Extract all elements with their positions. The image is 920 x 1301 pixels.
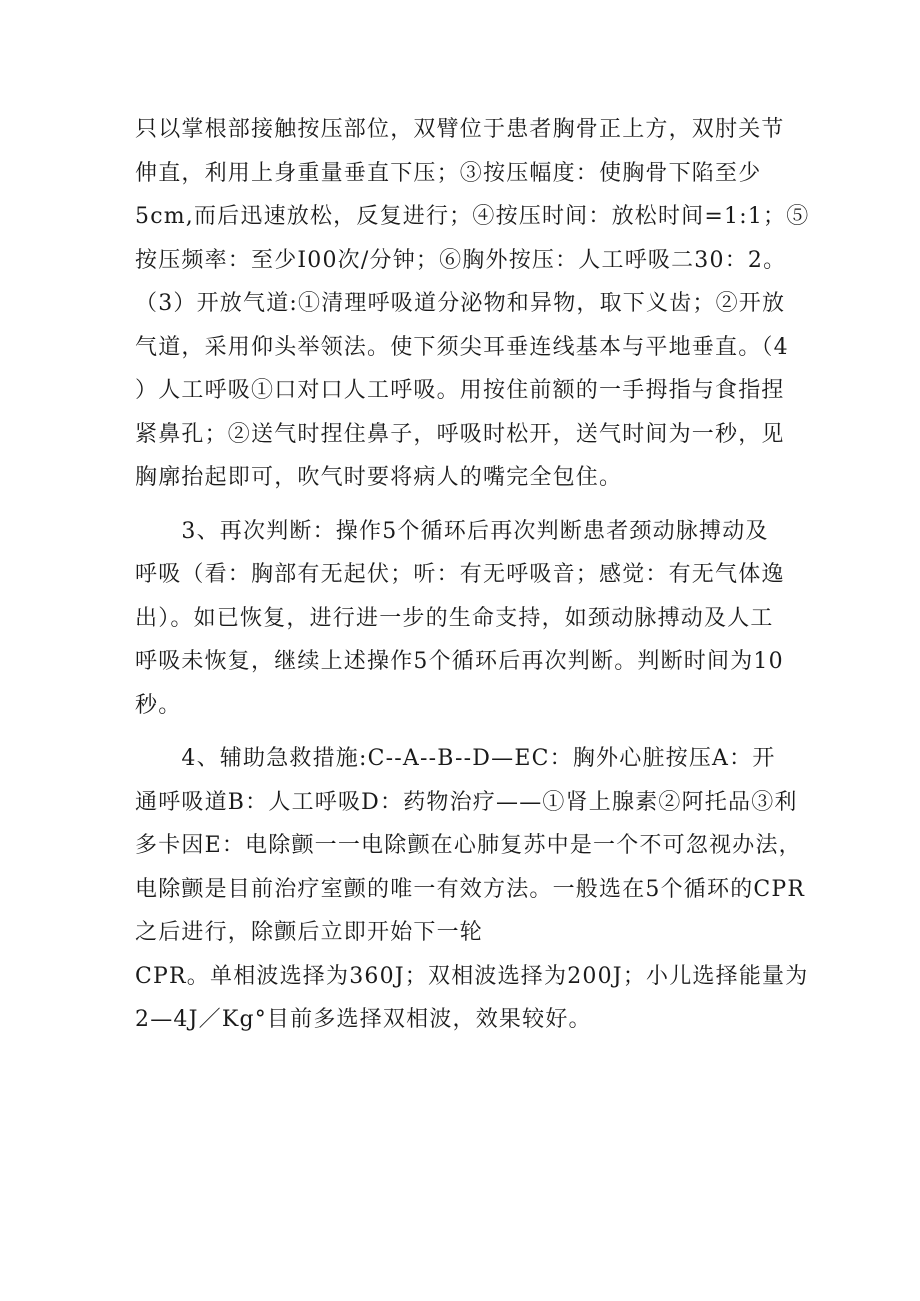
text-line: 只以掌根部接触按压部位，双臂位于患者胸骨正上方，双肘关节 xyxy=(135,117,785,142)
text-line: 胸廓抬起即可，吹气时要将病人的嘴完全包住。 xyxy=(135,465,623,490)
text-line: 气道，采用仰头举领法。使下须尖耳垂连线基本与平地垂直。（4 xyxy=(135,334,789,360)
text-line: 4、辅助急救措施:C--A--B--D—EC：胸外心脏按压A：开 xyxy=(135,746,776,771)
paragraph-reassessment xyxy=(135,510,805,728)
text-line: 按压频率：至少I00次/分钟；⑥胸外按压：人工呼吸二30：2。 xyxy=(135,247,787,273)
text-line: 呼吸未恢复，继续上述操作5个循环后再次判断。判断时间为10 xyxy=(135,649,784,674)
paragraph-auxiliary-measures xyxy=(135,737,809,1042)
text-line: 3、再次判断：操作5个循环后再次判断患者颈动脉搏动及 xyxy=(135,518,769,544)
text-line: 之后进行，除颤后立即开始下一轮 xyxy=(135,920,484,945)
text-line: 紧鼻孔；②送气时捏住鼻子，呼吸时松开，送气时间为一秒，见 xyxy=(135,421,785,447)
text-line: CPR。单相波选择为360J；双相波选择为200J；小儿选择能量为 xyxy=(135,963,809,989)
text-line: 出）。如已恢复，进行进一步的生命支持，如颈动脉搏动及人工 xyxy=(135,605,774,631)
text-line: （3）开放气道:①清理呼吸道分泌物和异物，取下义齿；②开放 xyxy=(135,291,786,316)
text-line: 秒。 xyxy=(135,692,182,718)
text-line: 通呼吸道B：人工呼吸D：药物治疗——①肾上腺素②阿托品③利 xyxy=(135,789,798,815)
text-line: 伸直，利用上身重量垂直下压；③按压幅度：使胸骨下陷至少 xyxy=(135,160,762,186)
text-line: 5cm,而后迅速放松，反复进行；④按压时间：放松时间=1:1；⑤ xyxy=(135,204,810,229)
text-line: 多卡因E：电除颤一一电除颤在心肺复苏中是一个不可忽视办法， xyxy=(135,833,802,858)
text-line: 呼吸（看：胸部有无起伏；听：有无呼吸音；感觉：有无气体逸 xyxy=(135,562,785,587)
text-line: ）人工呼吸①口对口人工呼吸。用按住前额的一手拇指与食指捏 xyxy=(135,378,785,403)
paragraph-cpr-technique xyxy=(135,108,810,500)
document-body xyxy=(135,108,810,1042)
text-line: 电除颤是目前治疗室颤的唯一有效方法。一般选在5个循环的CPR xyxy=(135,876,806,902)
paragraph-spacer xyxy=(135,727,805,737)
paragraph-spacer xyxy=(135,500,805,510)
text-line: 2—4J／Kg°目前多选择双相波，效果较好。 xyxy=(135,1007,592,1032)
